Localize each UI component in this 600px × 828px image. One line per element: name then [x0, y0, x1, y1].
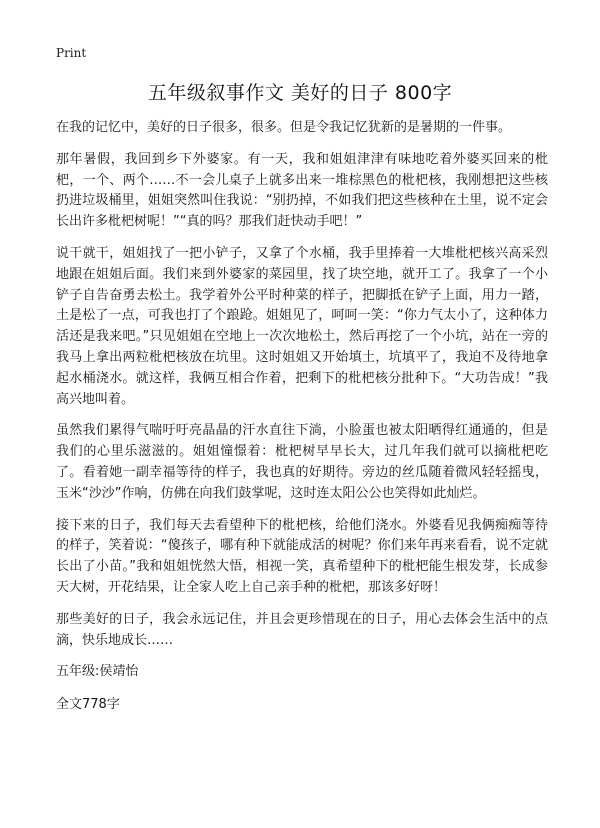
author-line: 五年级:侯靖怡	[56, 664, 139, 680]
paragraph-1: 在我的记忆中，美好的日子很多，很多。但是令我记忆犹新的是暑期的一件事。	[56, 120, 512, 135]
paragraph-5: 接下来的日子，我们每天去看望种下的枇杷核，给他们浇水。外婆看见我俩痴痴等待的样子，笑着说：“傻孩子，哪有种下就能成活的树呢？你们来年再来看看，说不定就长出了小苗。”我和姐姐恍然大悟，相视一笑，真希望种下的枇杷能生根发芽，长成参天大树，开花结果，让全家人吃上自己亲手种的枇杷，那该多好呀！	[56, 517, 548, 595]
paragraph-3: 说干就干，姐姐找了一把小铲子，又拿了个水桶，我手里捧着一大堆枇杷核兴高采烈地跟在姐姐后面。我们来到外婆家的菜园里，找了块空地，就开工了。我拿了一个小铲子自告奋勇去松土。我学着外公平时种菜的样子，把脚抵在铲子上面，用力一踏，土是松了一点，可我也打了个踉跄。姐姐见了，呵呵一笑：“你力气太小了，这种体力活还是我来吧。”只见姐姐在空地上一次次地松土，然后再挖了一个小坑，站在一旁的我马上拿出两粒枇杷核放在坑里。这时姐姐又开始填土，坑填平了，我迫不及待地拿起水桶浇水。就这样，我俩互相合作着，把剩下的枇杷核分批种下。“大功告成！”我高兴地叫着。	[56, 245, 548, 407]
paragraph-2: 那年暑假，我回到乡下外婆家。有一天，我和姐姐津津有味地吃着外婆买回来的枇杷，一个、两个……不一会儿桌子上就多出来一堆棕黑色的枇杷核，我刚想把这些核扔进垃圾桶里，姐姐突然叫住我说：“别扔掉，不如我们把这些核种在土里，说不定会长出许多枇杷树呢！”“真的吗？那我们赶快动手吧！”	[56, 151, 548, 230]
paragraph-6: 那些美好的日子，我会永远记住，并且会更珍惜现在的日子，用心去体会生活中的点滴，快乐地成长……	[56, 611, 548, 648]
word-count: 全文778字	[56, 697, 120, 713]
print-link[interactable]: Print	[56, 46, 87, 60]
paragraph-4: 虽然我们累得气喘吁吁亮晶晶的汗水直往下淌，小脸蛋也被太阳晒得红通通的，但是我们的心里乐滋滋的。姐姐憧憬着：枇杷树早早长大，过几年我们就可以摘枇杷吃了。看着她一副幸福等待的样子，我也真的好期待。旁边的丝瓜随着微风轻轻摇曳，玉米“沙沙”作响，仿佛在向我们鼓掌呢，这时连太阳公公也笑得如此灿烂。	[56, 423, 548, 501]
article-body	[56, 118, 548, 728]
page-title: 五年级叙事作文 美好的日子 800字	[147, 82, 453, 104]
